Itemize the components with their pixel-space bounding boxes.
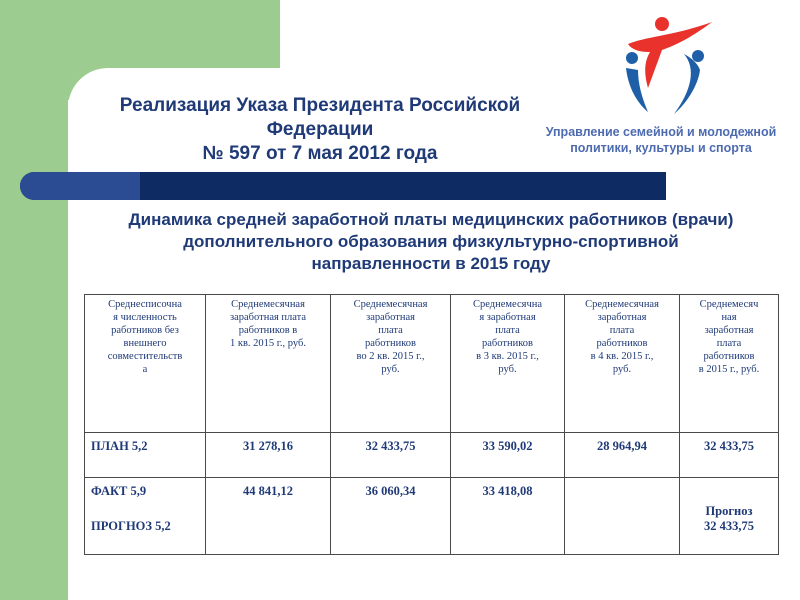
navy-divider-highlight (20, 172, 140, 200)
fact-label-cell (85, 478, 206, 555)
header-text: во 2 кв. 2015 г., (356, 351, 425, 362)
fact-q3-value: 33 418,08 (451, 478, 565, 555)
department-name (530, 124, 792, 156)
header-text: заработная (366, 312, 415, 323)
logo-blue-figure-left (626, 68, 648, 112)
header-text: ная (721, 312, 737, 323)
header-text: плата (609, 325, 635, 336)
header-text: плата (716, 338, 742, 349)
title-line: Реализация Указа Президента Российской (119, 95, 521, 116)
header-text: Среднесписочна (108, 299, 182, 310)
department-logo-icon (618, 14, 714, 118)
slide-title (80, 94, 560, 166)
header-text: работников (482, 338, 533, 349)
title-line: № 597 от 7 мая 2012 года (202, 143, 438, 164)
table-title-line: дополнительного образования физкультурно-спортивной (183, 232, 679, 251)
header-text: я численность (113, 312, 177, 323)
logo-red-head (655, 17, 669, 31)
salary-table (84, 294, 779, 555)
header-text: заработная плата (229, 312, 307, 323)
plan-q1-value: 31 278,16 (206, 433, 331, 478)
header-cell-q4 (565, 295, 680, 433)
header-cell-year (680, 295, 779, 433)
header-cell-q1 (206, 295, 331, 433)
header-text: а (142, 364, 148, 375)
department-line: Управление семейной и молодежной (545, 125, 777, 139)
plan-label: ПЛАН 5,2 (85, 433, 206, 478)
header-text: Среднемесячная (231, 299, 305, 310)
forecast-year-label: Прогноз (705, 504, 753, 518)
header-text: Среднемесячная (585, 299, 659, 310)
forecast-year-value: 32 433,75 (704, 519, 754, 533)
green-left-strip (0, 0, 68, 600)
table-title-line: направленности в 2015 году (311, 254, 551, 273)
logo-blue-head-right (692, 50, 704, 62)
header-text: заработная (704, 325, 754, 336)
header-text: в 3 кв. 2015 г., (476, 351, 539, 362)
fact-q1-value: 44 841,12 (206, 478, 331, 555)
table-row-fact (85, 478, 779, 555)
header-text: 1 кв. 2015 г., руб. (230, 338, 306, 349)
header-text: я заработная (479, 312, 536, 323)
header-cell-q3 (451, 295, 565, 433)
header-text: работников (596, 338, 648, 349)
label-spacer (686, 484, 772, 504)
plan-q2-value: 32 433,75 (331, 433, 451, 478)
header-text: заработная (597, 312, 647, 323)
fact-year-cell (680, 478, 779, 555)
table-title (66, 209, 796, 275)
header-text: работников без (111, 325, 179, 336)
fact-label: ФАКТ 5,9 (91, 484, 147, 498)
forecast-label: ПРОГНОЗ 5,2 (91, 519, 171, 533)
header-text: работников (365, 338, 416, 349)
table-row-plan (85, 433, 779, 478)
title-line: Федерации (266, 119, 374, 140)
header-text: совместительств (107, 351, 183, 362)
department-line: политики, культуры и спорта (570, 141, 752, 155)
header-text: Среднемесячна (472, 299, 542, 310)
header-text: внешнего (123, 338, 167, 349)
header-text: руб. (498, 364, 517, 375)
plan-q4-value: 28 964,94 (565, 433, 680, 478)
plan-q3-value: 33 590,02 (451, 433, 565, 478)
header-text: Среднемесячная (353, 299, 428, 310)
header-text: Среднемесяч (699, 299, 759, 310)
fact-q4-value (565, 478, 680, 555)
header-text: плата (378, 325, 403, 336)
header-text: работников в (238, 325, 298, 336)
plan-year-value: 32 433,75 (680, 433, 779, 478)
header-cell-headcount (85, 295, 206, 433)
logo-blue-figure-right (674, 54, 700, 114)
table-title-line: Динамика средней заработной платы медицинских работников (врачи) (128, 210, 734, 229)
header-text: в 4 кв. 2015 г., (590, 351, 654, 362)
fact-q2-value: 36 060,34 (331, 478, 451, 555)
header-cell-q2 (331, 295, 451, 433)
table-header-row (85, 295, 779, 433)
header-text: руб. (612, 364, 632, 375)
header-text: плата (495, 325, 520, 336)
header-text: в 2015 г., руб. (698, 364, 760, 375)
header-text: работников (703, 351, 755, 362)
logo-blue-head-left (626, 52, 638, 64)
header-text: руб. (381, 364, 400, 375)
label-spacer (91, 499, 199, 519)
